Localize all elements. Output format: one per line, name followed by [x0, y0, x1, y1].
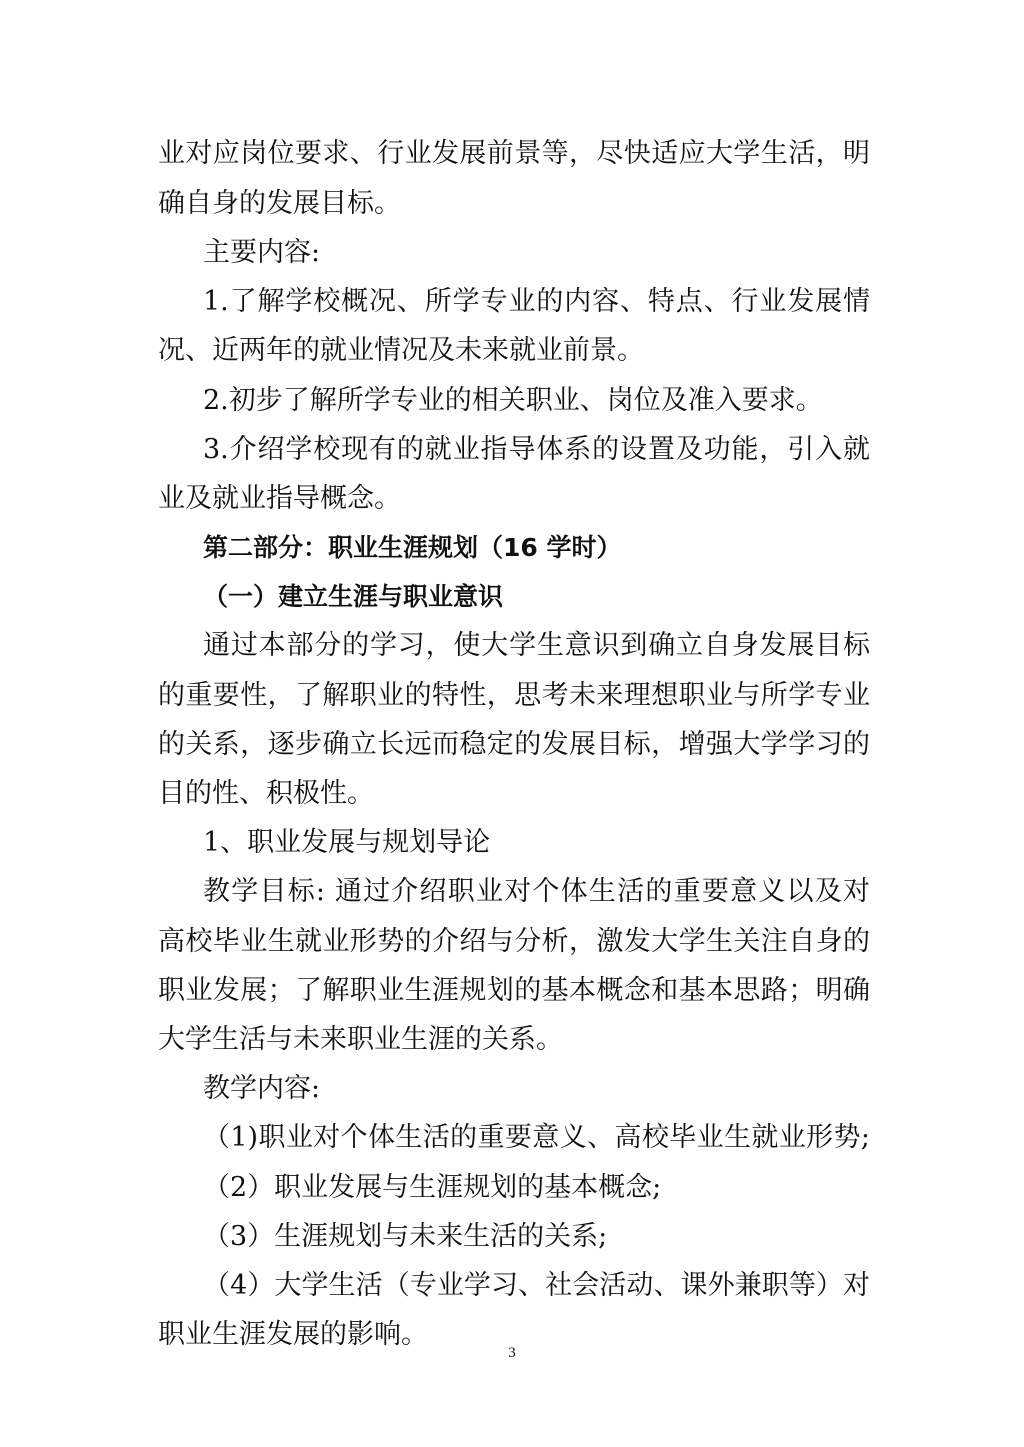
- paragraph-line: 主要内容:: [203, 237, 321, 268]
- paragraph-line: 职业发展；了解职业生涯规划的基本概念和基本思路；明确: [158, 975, 870, 1006]
- paragraph-line: 业对应岗位要求、行业发展前景等，尽快适应大学生活，明: [158, 138, 870, 169]
- paragraph-line: 职业生涯发展的影响。: [158, 1319, 428, 1350]
- list-item: 1.了解学校概况、所学专业的内容、特点、行业发展情: [203, 286, 870, 317]
- list-item: （2）职业发展与生涯规划的基本概念;: [203, 1172, 662, 1203]
- paragraph-line: 教学内容:: [203, 1073, 321, 1104]
- list-item: （4）大学生活（专业学习、社会活动、课外兼职等）对: [203, 1270, 870, 1301]
- paragraph-line: 的关系，逐步确立长远而稳定的发展目标，增强大学学习的: [158, 729, 870, 760]
- paragraph-line: 教学目标: 通过介绍职业对个体生活的重要意义以及对: [203, 876, 870, 907]
- list-item: （3）生涯规划与未来生活的关系;: [203, 1221, 608, 1252]
- list-item: （1)职业对个体生活的重要意义、高校毕业生就业形势;: [203, 1122, 870, 1153]
- subsection-heading: （一）建立生涯与职业意识: [203, 582, 504, 611]
- paragraph-line: 的重要性，了解职业的特性，思考未来理想职业与所学专业: [158, 680, 870, 711]
- paragraph-line: 况、近两年的就业情况及未来就业前景。: [158, 335, 644, 366]
- paragraph-line: 高校毕业生就业形势的介绍与分析，激发大学生关注自身的: [158, 926, 870, 957]
- list-item: 3.介绍学校现有的就业指导体系的设置及功能，引入就: [203, 434, 870, 465]
- paragraph-line: 目的性、积极性。: [158, 778, 374, 809]
- section-heading: 第二部分：职业生涯规划（16 学时）: [203, 533, 622, 562]
- page-number: 3: [508, 1345, 516, 1361]
- topic-heading: 1、职业发展与规划导论: [203, 827, 491, 858]
- paragraph-line: 大学生活与未来职业生涯的关系。: [158, 1024, 563, 1055]
- list-item: 2.初步了解所学专业的相关职业、岗位及准入要求。: [203, 385, 823, 416]
- paragraph-line: 业及就业指导概念。: [158, 483, 401, 514]
- paragraph-line: 确自身的发展目标。: [158, 188, 401, 219]
- paragraph-line: 通过本部分的学习，使大学生意识到确立自身发展目标: [203, 630, 870, 661]
